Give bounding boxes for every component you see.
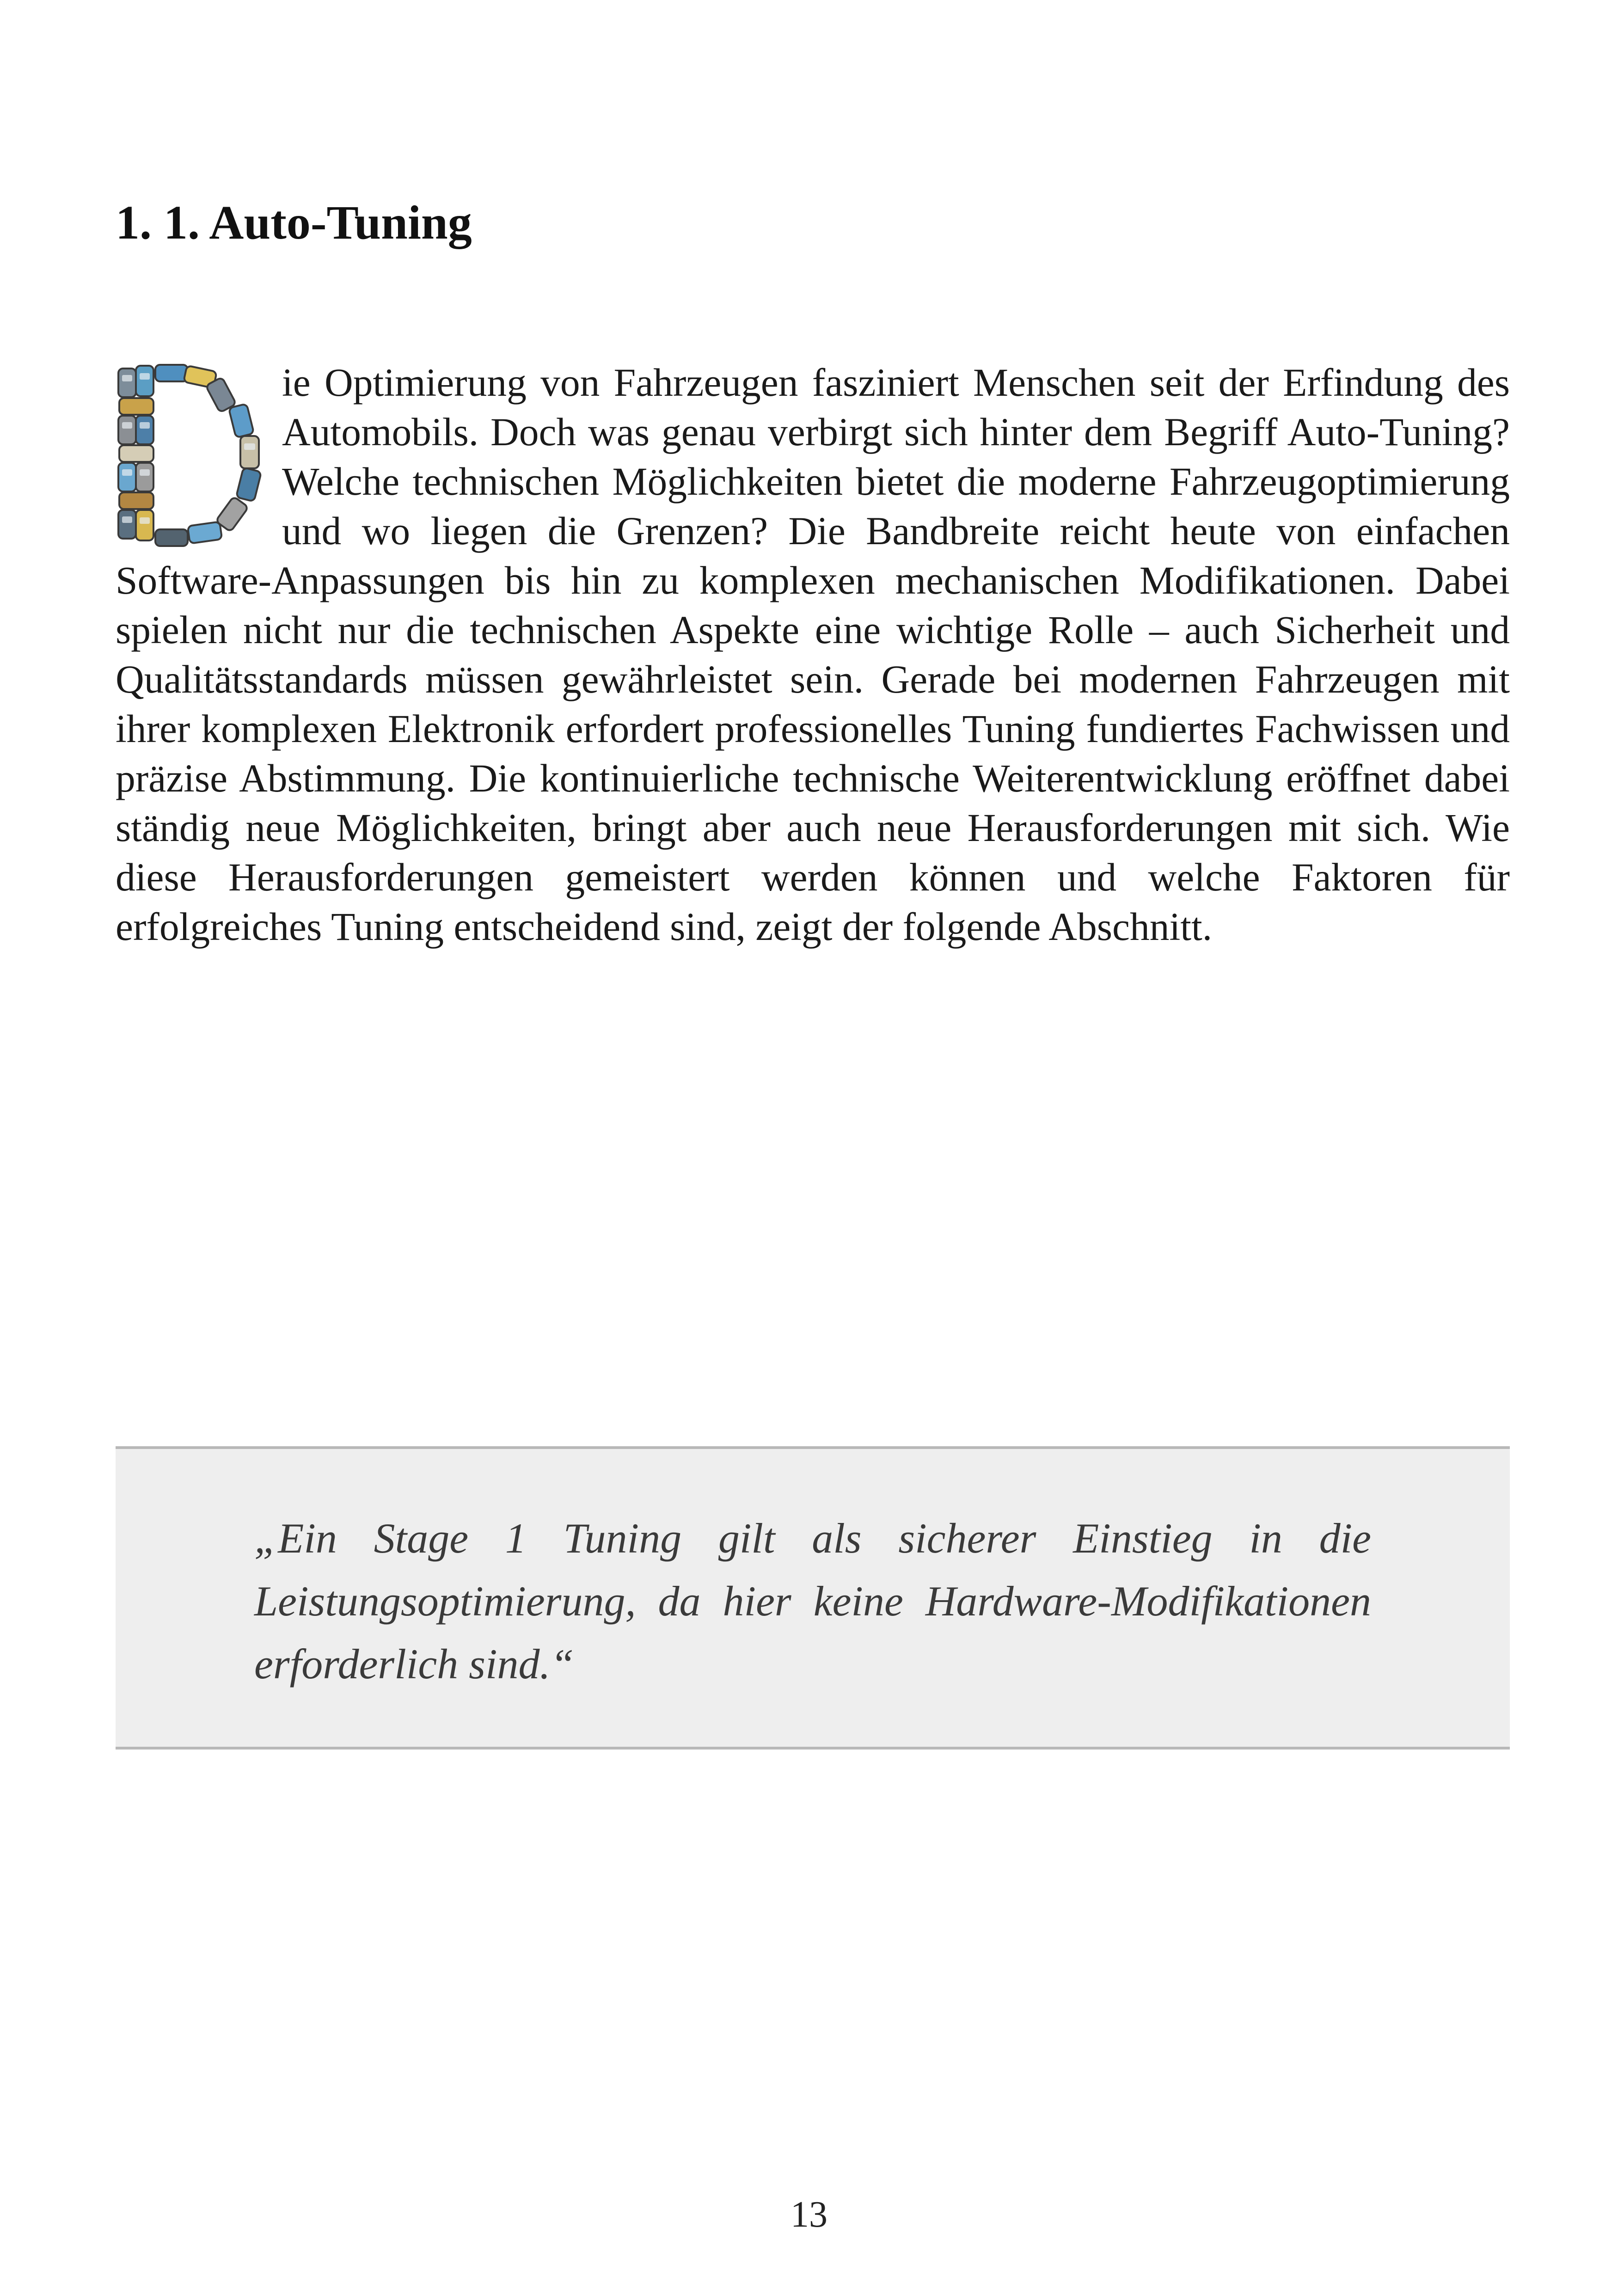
dropcap-d-cars-image: [116, 361, 269, 552]
quote-text: „Ein Stage 1 Tuning gilt als sicherer Einstieg in die Leistungsoptimierung, da hier keine Hardware-Modifikationen erforderlich sind.“: [254, 1515, 1371, 1688]
intro-paragraph: [116, 358, 1510, 952]
intro-paragraph-text: ie Optimierung von Fahrzeugen fasziniert Menschen seit der Erfindung des Automobils. Doch was genau verbirgt sich hinter dem Begriff Auto-Tuning? Welche technischen Möglichkeiten bietet die moderne Fahrzeugoptimierung und wo liegen die Grenzen? Die Bandbreite reicht heute von einfachen Software-Anpassungen bis hin zu komplexen mechanischen Modifikationen. Dabei spielen nicht nur die technischen Aspekte eine wichtige Rolle – auch Sicherheit und Qualitätsstandards müssen gewährleistet sein. Gerade bei modernen Fahrzeugen mit ihrer komplexen Elektronik erfordert professionelles Tuning fundiertes Fachwissen und präzise Abstimmung. Die kontinuierliche technische Weiterentwicklung eröffnet dabei ständig neue Möglichkeiten, bringt aber auch neue Herausforderungen mit sich. Wie diese Herausforderungen gemeistert werden können und welche Faktoren für erfolgreiches Tuning entscheidend sind, zeigt der folgende Abschnitt.: [116, 361, 1510, 949]
page-number: 13: [791, 2194, 827, 2235]
section-heading: 1. 1. Auto-Tuning: [116, 196, 472, 249]
quote-box: [116, 1446, 1510, 1750]
